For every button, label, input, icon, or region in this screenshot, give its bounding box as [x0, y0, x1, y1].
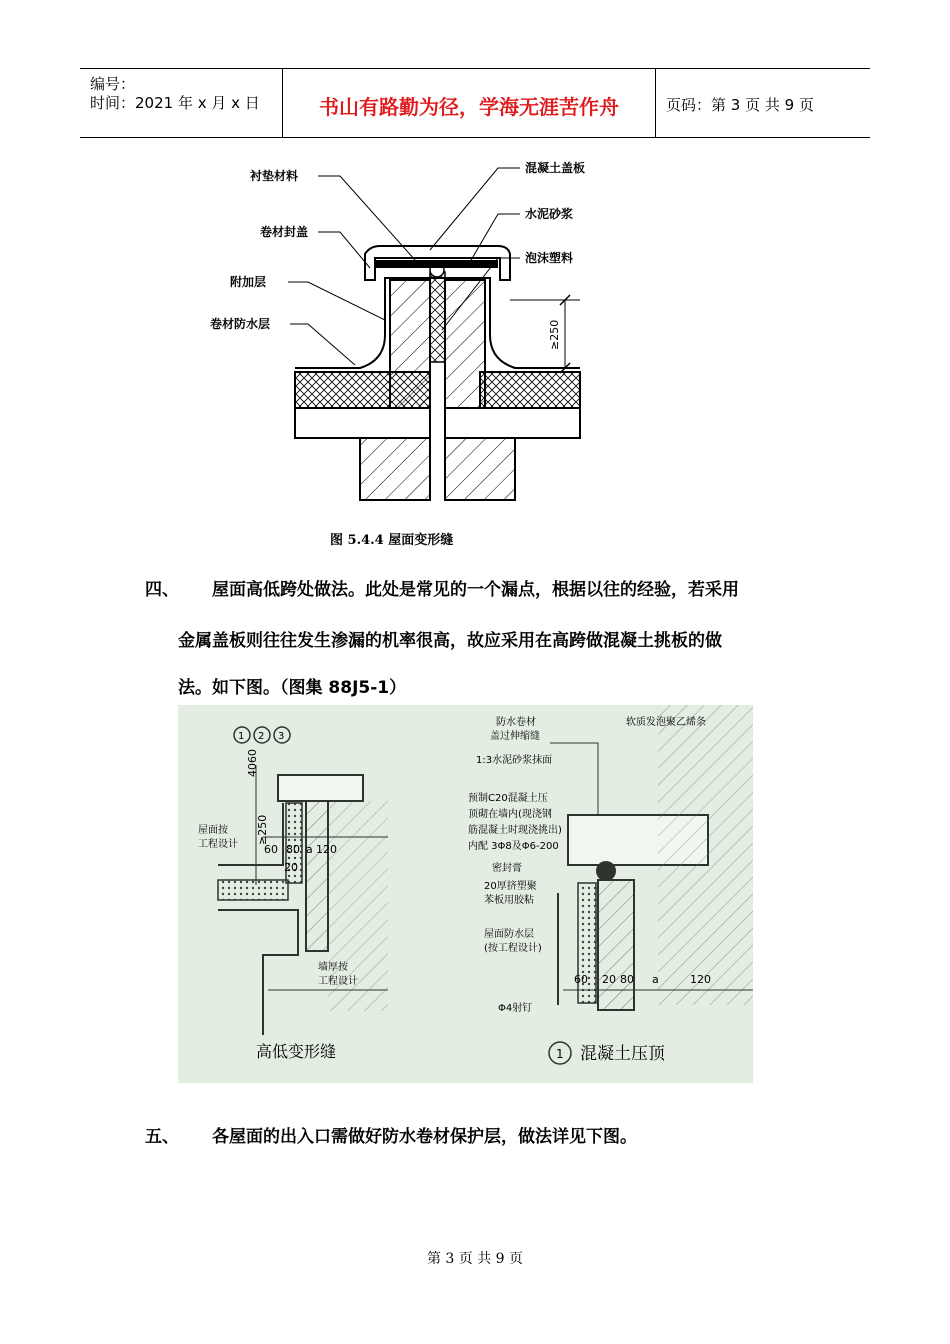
right-dim-a: a	[652, 973, 659, 986]
label-cement-mortar: 水泥砂浆	[525, 207, 574, 221]
page-header	[80, 68, 870, 138]
section-four-line2: 金属盖板则往往发生渗漏的机率很高，故应采用在高跨做混凝土挑板的做	[178, 631, 722, 651]
left-roof-label-1: 屋面按	[198, 825, 228, 836]
right-label-3: 预制C20混凝土压	[468, 793, 548, 804]
left-dim-4060: 4060	[246, 749, 259, 777]
right-slab	[445, 408, 580, 438]
header-motto-cell	[283, 69, 656, 137]
right-label-2: 1:3水泥砂浆抹面	[476, 755, 553, 766]
roof-joint-drawing	[180, 150, 640, 510]
section-five-text: 各屋面的出入口需做好防水卷材保护层，做法详见下图。	[212, 1127, 637, 1147]
section-four-line3: 法。如下图。（图集 88J5-1）	[178, 678, 407, 698]
height-dimension: ≥250	[548, 319, 561, 350]
doc-number-label: 编号：	[90, 75, 136, 93]
header-meta-cell	[80, 69, 283, 137]
section-four-line1: 屋面高低跨处做法。此处是常见的一个漏点，根据以往的经验，若采用	[212, 580, 739, 600]
high-low-span-photo	[178, 705, 753, 1083]
right-label-5: 筋混凝土时现浇挑出)	[468, 825, 562, 836]
left-circle-2: 2	[258, 731, 265, 742]
left-dim-60: 60	[264, 843, 278, 856]
right-label-10: 屋面防水层	[484, 929, 534, 940]
cement-mortar	[376, 260, 498, 268]
left-dim-20: 20	[284, 861, 298, 874]
right-label-12: Φ4射钉	[498, 1003, 533, 1014]
header-page-cell	[656, 69, 870, 137]
right-label-4: 顶砌在墙内(现浇钢	[468, 809, 552, 820]
right-label-6: 内配 3Φ8及Φ6-200	[468, 841, 559, 852]
label-additional: 附加层	[230, 275, 267, 289]
left-upstand	[390, 280, 430, 408]
right-dim-80: 80	[620, 973, 634, 986]
left-wall-label-2: 工程设计	[318, 976, 358, 987]
label-waterproof: 卷材防水层	[210, 317, 271, 331]
right-top-label: 软质发泡聚乙烯条	[626, 717, 706, 728]
right-label-0: 防水卷材	[496, 717, 536, 728]
left-detail-title: 高低变形缝	[256, 1042, 337, 1061]
label-foam: 泡沫塑料	[525, 251, 574, 265]
left-dim-a: a	[306, 843, 313, 856]
section-five-number: 五、	[145, 1127, 179, 1147]
left-circle-3: 3	[278, 731, 285, 742]
right-dim-20: 20	[602, 973, 616, 986]
label-lining: 衬垫材料	[250, 169, 299, 183]
doc-time-label: 时间：2021 年 x 月 x 日	[90, 94, 260, 112]
left-wall-label-1: 墙厚按	[318, 962, 348, 973]
right-label-9: 苯板用胶粘	[484, 895, 534, 906]
label-concrete-cover: 混凝土盖板	[525, 161, 586, 175]
left-roof-label-2: 工程设计	[198, 839, 238, 850]
right-label-8: 20厚挤塑聚	[484, 881, 537, 892]
section-four-number: 四、	[145, 580, 179, 600]
right-circle: 1	[556, 1047, 564, 1061]
left-slab	[295, 408, 430, 438]
figure1-caption: 图 5.4.4 屋面变形缝	[330, 533, 454, 548]
foam-strip	[430, 272, 445, 362]
right-dim-60: 60	[574, 973, 588, 986]
right-label-7: 密封膏	[492, 863, 522, 874]
header-motto: 书山有路勤为径，学海无涯苦作舟	[319, 95, 619, 119]
left-dim-80: 80	[286, 843, 300, 856]
header-page-number: 页码：第 3 页 共 9 页	[666, 96, 814, 114]
right-insulation	[480, 372, 580, 408]
right-label-11: (按工程设计)	[484, 943, 542, 954]
label-seal: 卷材封盖	[260, 225, 309, 239]
right-detail-title: 混凝土压顶	[580, 1044, 665, 1064]
left-circle-1: 1	[238, 731, 245, 742]
right-label-1: 盖过伸缩缝	[490, 731, 540, 742]
right-dim-120: 120	[690, 973, 711, 986]
right-upstand	[445, 280, 485, 408]
left-dim-120: 120	[316, 843, 337, 856]
page-footer: 第 3 页 共 9 页	[426, 1251, 524, 1267]
left-dim-250: ≥250	[256, 814, 269, 845]
